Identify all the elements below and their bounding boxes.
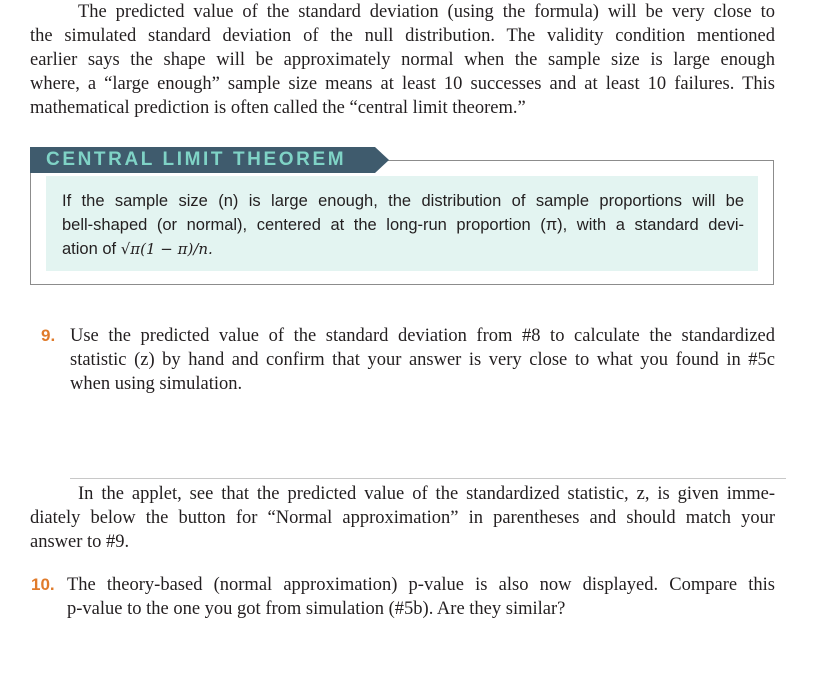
- clt-body: [46, 176, 758, 271]
- intro-paragraph: [30, 0, 775, 120]
- text-line: earlier says the shape will be approximately normal when the sample size is large enough: [30, 50, 775, 70]
- text-line: Use the predicted value of the standard deviation from #8 to calculate the standardized: [70, 326, 775, 346]
- formula: √π(1 − π)/n.: [120, 240, 213, 258]
- text-line: statistic (z) by hand and confirm that your answer is very close to what you found in #5c: [70, 350, 775, 370]
- text-line: The theory-based (normal approximation) p-value is also now displayed. Compare this: [67, 575, 775, 595]
- text-line: the simulated standard deviation of the null distribution. The validity condition mentioned: [30, 26, 775, 46]
- question-9: [70, 324, 775, 396]
- text-line: [62, 237, 744, 261]
- formula-prefix: ation of: [62, 240, 121, 258]
- question-number: 10.: [31, 575, 55, 594]
- question-10: [67, 573, 775, 621]
- text-line: In the applet, see that the predicted value of the standardized statistic, z, is given imme-: [78, 484, 775, 504]
- text-line: The predicted value of the standard deviation (using the formula) will be very close to: [78, 2, 775, 22]
- question-number: 9.: [41, 326, 56, 345]
- clt-header: [30, 147, 375, 173]
- text-line: when using simulation.: [70, 374, 243, 394]
- applet-paragraph: [30, 482, 775, 554]
- text-line: If the sample size (n) is large enough, the distribution of sample proportions will be: [62, 192, 744, 210]
- text-line: where, a “large enough” sample size means at least 10 successes and at least 10 failures. This: [30, 74, 775, 94]
- text-line: answer to #9.: [30, 532, 130, 552]
- text-line: mathematical prediction is often called the “central limit theorem.”: [30, 98, 526, 118]
- text-line: p-value to the one you got from simulation (#5b). Are they similar?: [67, 599, 566, 619]
- clt-title: CENTRAL LIMIT THEOREM: [46, 149, 347, 170]
- divider: [70, 478, 786, 479]
- text-line: diately below the button for “Normal approximation” in parentheses and should match your: [30, 508, 775, 528]
- clt-text: [62, 189, 744, 261]
- text-line: bell-shaped (or normal), centered at the long-run proportion (π), with a standard devi-: [62, 216, 744, 234]
